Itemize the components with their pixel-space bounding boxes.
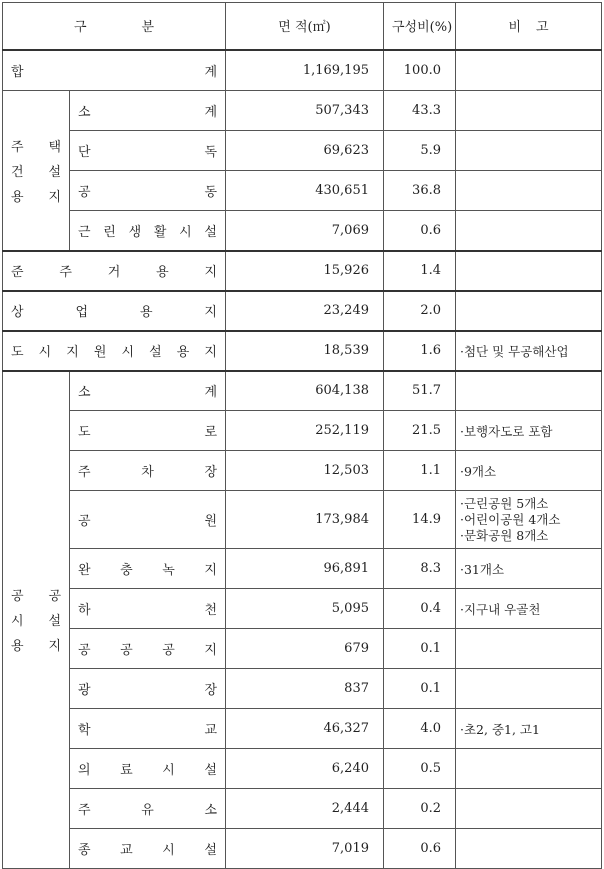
public-row-open-space (3, 629, 602, 669)
public-label-medical: 의 료 시 설 (70, 749, 226, 789)
housing-ratio-subtotal: 43.3 (384, 91, 456, 131)
commercial-ratio: 2.0 (384, 291, 456, 331)
urban-support-note: ·첨단 및 무공해산업 (456, 331, 602, 371)
public-row-school (3, 709, 602, 749)
urban-support-ratio: 1.6 (384, 331, 456, 371)
total-ratio: 100.0 (384, 50, 456, 91)
public-label-parking: 주 차 장 (70, 451, 226, 491)
housing-ratio-detached: 5.9 (384, 131, 456, 171)
housing-row-detached (3, 131, 602, 171)
public-note-religious (456, 829, 602, 869)
public-ratio-stream: 0.4 (384, 589, 456, 629)
header-area: 면 적(㎡) (226, 3, 384, 50)
quasi-residential-row (3, 251, 602, 291)
public-note-stream: ·지구내 우골천 (456, 589, 602, 629)
total-note (456, 50, 602, 91)
park-note-line: ·어린이공원 4개소 (460, 511, 561, 527)
public-area-open-space: 679 (226, 629, 384, 669)
housing-ratio-neighborhood: 0.6 (384, 211, 456, 251)
public-note-open-space (456, 629, 602, 669)
public-label-road: 도 로 (70, 411, 226, 451)
public-note-subtotal (456, 371, 602, 411)
housing-note-neighborhood (456, 211, 602, 251)
public-area-school: 46,327 (226, 709, 384, 749)
quasi-residential-area: 15,926 (226, 251, 384, 291)
housing-label-apartment: 공 동 (70, 171, 226, 211)
public-row-gas-station (3, 789, 602, 829)
public-row-plaza (3, 669, 602, 709)
public-area-gas-station: 2,444 (226, 789, 384, 829)
public-row-park (3, 491, 602, 549)
public-note-medical (456, 749, 602, 789)
public-note-park (456, 491, 602, 549)
header-category: 구 분 (3, 3, 226, 50)
public-area-park: 173,984 (226, 491, 384, 549)
public-ratio-gas-station: 0.2 (384, 789, 456, 829)
public-label-subtotal: 소 계 (70, 371, 226, 411)
urban-support-area: 18,539 (226, 331, 384, 371)
housing-note-detached (456, 131, 602, 171)
public-label-gas-station: 주 유 소 (70, 789, 226, 829)
public-area-buffer: 96,891 (226, 549, 384, 589)
housing-ratio-apartment: 36.8 (384, 171, 456, 211)
total-row (3, 50, 602, 91)
public-label-open-space: 공 공 공 지 (70, 629, 226, 669)
public-label-plaza: 광 장 (70, 669, 226, 709)
public-group-label: 공 공 시 설 용 지 (3, 371, 70, 869)
public-note-buffer: ·31개소 (456, 549, 602, 589)
public-ratio-parking: 1.1 (384, 451, 456, 491)
housing-note-apartment (456, 171, 602, 211)
housing-area-neighborhood: 7,069 (226, 211, 384, 251)
header-note: 비 고 (456, 3, 602, 50)
public-row-parking (3, 451, 602, 491)
public-ratio-plaza: 0.1 (384, 669, 456, 709)
commercial-label: 상 업 용 지 (3, 291, 226, 331)
public-ratio-road: 21.5 (384, 411, 456, 451)
quasi-residential-label: 준 주 거 용 지 (3, 251, 226, 291)
public-row-medical (3, 749, 602, 789)
public-label-buffer: 완 충 녹 지 (70, 549, 226, 589)
housing-row-neighborhood (3, 211, 602, 251)
housing-label-subtotal: 소 계 (70, 91, 226, 131)
park-note-line: ·문화공원 8개소 (460, 527, 549, 543)
housing-area-subtotal: 507,343 (226, 91, 384, 131)
housing-area-detached: 69,623 (226, 131, 384, 171)
land-use-table (2, 2, 602, 869)
commercial-note (456, 291, 602, 331)
public-ratio-open-space: 0.1 (384, 629, 456, 669)
public-row-road (3, 411, 602, 451)
public-area-parking: 12,503 (226, 451, 384, 491)
public-note-parking: ·9개소 (456, 451, 602, 491)
public-ratio-medical: 0.5 (384, 749, 456, 789)
public-row-buffer (3, 549, 602, 589)
public-area-religious: 7,019 (226, 829, 384, 869)
housing-area-apartment: 430,651 (226, 171, 384, 211)
public-row-subtotal (3, 371, 602, 411)
public-area-stream: 5,095 (226, 589, 384, 629)
public-label-school: 학 교 (70, 709, 226, 749)
quasi-residential-ratio: 1.4 (384, 251, 456, 291)
header-ratio: 구성비(%) (384, 3, 456, 50)
housing-row-subtotal (3, 91, 602, 131)
public-row-stream (3, 589, 602, 629)
commercial-row (3, 291, 602, 331)
housing-label-neighborhood: 근 린 생 활 시 설 (70, 211, 226, 251)
public-ratio-subtotal: 51.7 (384, 371, 456, 411)
park-note-line: ·근린공원 5개소 (460, 495, 549, 511)
public-note-school: ·초2, 중1, 고1 (456, 709, 602, 749)
urban-support-label: 도 시 지 원 시 설 용 지 (3, 331, 226, 371)
urban-support-row (3, 331, 602, 371)
public-ratio-religious: 0.6 (384, 829, 456, 869)
public-label-religious: 종 교 시 설 (70, 829, 226, 869)
housing-row-apartment (3, 171, 602, 211)
housing-group-label: 주 택 건 설 용 지 (3, 91, 70, 251)
public-label-park: 공 원 (70, 491, 226, 549)
total-area: 1,169,195 (226, 50, 384, 91)
public-note-road: ·보행자도로 포함 (456, 411, 602, 451)
housing-note-subtotal (456, 91, 602, 131)
public-area-road: 252,119 (226, 411, 384, 451)
commercial-area: 23,249 (226, 291, 384, 331)
public-ratio-school: 4.0 (384, 709, 456, 749)
housing-label-detached: 단 독 (70, 131, 226, 171)
public-ratio-buffer: 8.3 (384, 549, 456, 589)
public-area-medical: 6,240 (226, 749, 384, 789)
public-label-stream: 하 천 (70, 589, 226, 629)
public-area-subtotal: 604,138 (226, 371, 384, 411)
total-label: 합 계 (3, 50, 226, 91)
quasi-residential-note (456, 251, 602, 291)
public-row-religious (3, 829, 602, 869)
public-note-plaza (456, 669, 602, 709)
public-note-gas-station (456, 789, 602, 829)
public-ratio-park: 14.9 (384, 491, 456, 549)
public-area-plaza: 837 (226, 669, 384, 709)
